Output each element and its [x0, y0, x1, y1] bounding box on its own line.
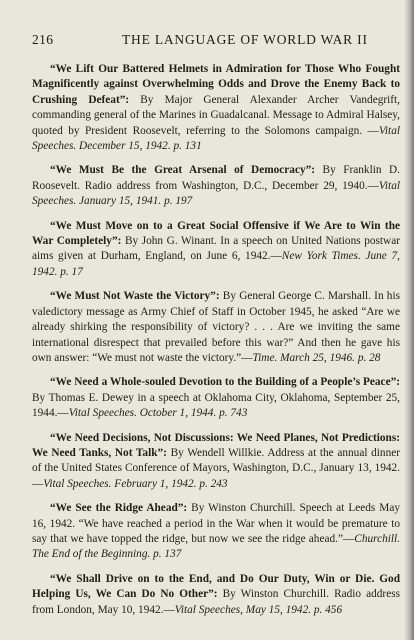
entry-text: By Thomas E. Dewey in a speech at Oklahoma City, Oklahoma, September 25, 1944.—	[32, 391, 400, 420]
entry-source: Time. March 25, 1946. p. 28	[252, 351, 381, 364]
entry-text: By Major General Alexander Archer Vandegrift, commanding general of the Marines in Guadalcanal. Message to Admiral Halsey, quoted by President Roosevelt, referring to the Solomons campaign. —	[32, 93, 400, 137]
entry-source: Vital Speeches. October 1, 1944. p. 743	[68, 407, 248, 420]
page-edge-shadow	[404, 0, 414, 640]
entry-quote: “We Need a Whole-souled Devotion to the Building of a People’s Peace”:	[50, 376, 400, 389]
entry-source: Vital Speeches. December 15, 1942. p. 131	[32, 124, 400, 153]
running-head	[32, 32, 404, 52]
list-item	[32, 289, 400, 366]
entry-source: Churchill. The End of the Beginning. p. 137	[32, 532, 400, 561]
entry-quote: “We Must Move on to a Great Social Offensive if We Are to Win the War Completely”:	[32, 219, 400, 248]
entry-quote: “We Must Not Waste the Victory”:	[50, 290, 220, 303]
list-item	[32, 431, 400, 493]
entry-quote: “We Lift Our Battered Helmets in Admiration for Those Who Fought Magnificently against Overwhelming Odds and Drove the Enemy Back to Crushing Defeat”:	[32, 63, 400, 106]
entry-text: By Wendell Willkie. Address at the annual dinner of the United States Conference of Mayors, Washington, D.C., January 13, 1942.—	[32, 446, 400, 490]
entry-text: By General George C. Marshall. In his valedictory message as Army Chief of Staff in October 1945, he asked “Are we already shirking the responsibility of victory? . . . Are we inviting the same international disrespect that prevailed before this war?” And then he gave his own answer: “We must not waste the victory.”—	[32, 290, 400, 364]
entry-source: New York Times. June 7, 1942. p. 17	[32, 250, 400, 278]
running-title: THE LANGUAGE OF WORLD WAR II	[122, 32, 368, 47]
list-item	[32, 219, 400, 281]
list-item	[32, 163, 400, 209]
entry-quote: “We See the Ridge Ahead”:	[50, 502, 188, 515]
list-item	[32, 62, 400, 154]
list-item	[32, 375, 400, 421]
entry-list	[32, 62, 400, 627]
list-item	[32, 572, 400, 618]
entry-quote: “We Must Be the Great Arsenal of Democracy”:	[50, 164, 316, 177]
entry-text: By Franklin D. Roosevelt. Radio address from Washington, D.C., December 29, 1940.—	[32, 164, 400, 192]
entry-text: By John G. Winant. In a speech on United Nations postwar aims given at Durham, England, on June 6, 1942.—	[32, 235, 400, 263]
entry-text: By Winston Churchill. Radio address from London, May 10, 1942.—	[32, 588, 400, 616]
entry-text: By Winston Churchill. Speech at Leeds May 16, 1942. “We have reached a period in the War when it would be premature to say that we have topped the ridge, but now we see the ridge ahead.”—	[32, 502, 401, 545]
entry-source: Vital Speeches, May 15, 1942. p. 456	[174, 603, 343, 616]
page-number: 216	[32, 32, 54, 47]
entry-quote: “We Need Decisions, Not Discussions: We Need Planes, Not Predictions: We Need Tanks, Not Talk”:	[32, 431, 400, 459]
entry-source: Vital Speeches. January 15, 1941. p. 197	[32, 179, 400, 208]
list-item	[32, 501, 400, 563]
entry-source: Vital Speeches. February 1, 1942. p. 243	[43, 477, 228, 490]
entry-quote: “We Shall Drive on to the End, and Do Our Duty, Win or Die. God Helping Us, We Can Do No Other”:	[32, 572, 400, 601]
